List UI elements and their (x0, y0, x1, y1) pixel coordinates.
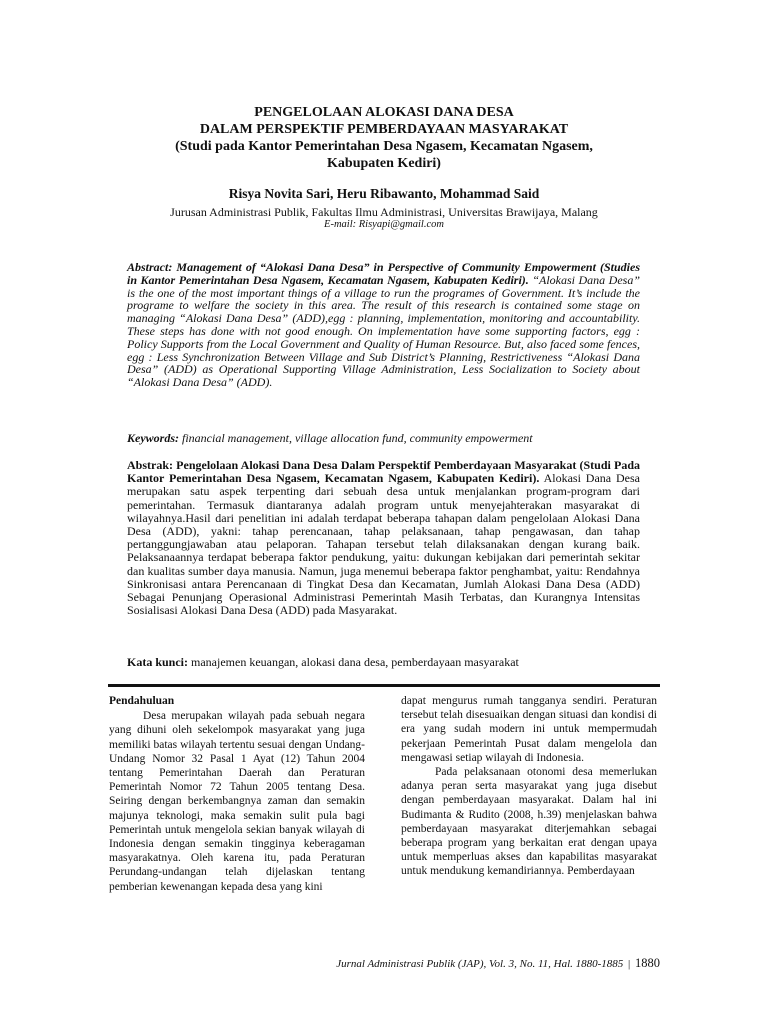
abstract-english-lead: Abstract: Management of “Alokasi Dana Desa” in Perspective of Community Empowerment (Studies in Kantor Pemerintahan Desa Ngasem, Kecamatan Ngasem, Kabupaten Kediri). (127, 260, 640, 287)
abstract-english (127, 261, 640, 389)
right-paragraph-1: dapat mengurus rumah tangganya sendiri. Peraturan tersebut telah disesuaikan dengan situasi dan kondisi di era yang sudah modern ini untuk mempermudah pekerjaan Pemerintah Pusat dalam mengelola dan mengawasi setiap wilayah di Indonesia. (401, 695, 657, 764)
abstract-english-body: “Alokasi Dana Desa” is the one of the most important things of a village to run the programes of Government. It’s include the programe to welfare the society in this area. The result of this research is contained some stage on managing “Alokasi Dana Desa” (ADD),egg : planning, implementation, monitoring and accountability. These steps has done with not good enough. On implementation have some supporting factors, egg : Policy Supports from the Local Government and Quality of Human Resource. But, also faced some fences, egg : Less Synchronization Between Village and Sub District’s Planning, Restrictiveness “Alokasi Dana Desa” (ADD) as Operational Supporting Village Administration, Less Socialization to Society about “Alokasi Dana Desa” (ADD). (127, 272, 641, 390)
title-line-1: PENGELOLAAN ALOKASI DANA DESA (254, 105, 514, 120)
kata-kunci (127, 655, 640, 670)
page-number: 1880 (635, 956, 660, 970)
footer-separator: | (628, 958, 631, 970)
abstract-indonesian (127, 459, 640, 617)
title-line-3: (Studi pada Kantor Pemerintahan Desa Ngasem, Kecamatan Ngasem, (175, 139, 593, 154)
journal-citation: Jurnal Administrasi Publik (JAP), Vol. 3, No. 11, Hal. 1880-1885 (336, 958, 624, 970)
abstract-indonesian-lead: Abstrak: Pengelolaan Alokasi Dana Desa Dalam Perspektif Pemberdayaan Masyarakat (Studi Pada Kantor Pemerintahan Desa Ngasem, Kecamatan Ngasem, Kabupaten Kediri). (127, 458, 640, 486)
author-list: Risya Novita Sari, Heru Ribawanto, Mohammad Said (228, 186, 540, 201)
keywords-text: financial management, village allocation fund, community empowerment (182, 431, 533, 445)
page-footer (336, 956, 660, 971)
left-column (109, 694, 365, 894)
section-divider (108, 684, 660, 687)
paper-title (110, 104, 658, 172)
right-column (401, 694, 657, 879)
affiliation: Jurusan Administrasi Publik, Fakultas Ilmu Administrasi, Universitas Brawijaya, Malang (170, 205, 598, 219)
keywords-label: Keywords: (127, 431, 179, 445)
kata-kunci-label: Kata kunci: (127, 655, 189, 669)
abstract-indonesian-body: Alokasi Dana Desa merupakan satu aspek terpenting dari sebuah desa untuk menjalankan program-program dari pemerintahan. Termasuk diantaranya adalah program untuk menyejahterakan masyarakat di wilayahnya.Hasil dari penelitian ini adalah terdapat beberapa tahapan dalam pengelolaan Alokasi Dana Desa (ADD), yakni: tahap perencanaan, tahap pelaksanaan, tahap pengawasan, dan tahap pertanggungjawaban atau pelaporan. Tahapan tersebut telah dilaksanakan dengan kurang baik. Pelaksanaannya terdapat beberapa faktor pendukung, yaitu: dukungan kebijakan dari pemerintah sekitar dan kualitas sumber daya manusia. Namun, juga menemui beberapa faktor penghambat, yaitu: Rendahnya Sinkronisasi antara Perencanaan di Tingkat Desa dan Kecamatan, Jumlah Alokasi Dana Desa (ADD) Sebagai Penunjang Operasional Administrasi Pemerintah Masih Terbatas, dan Kurangnya Intensitas Sosialisasi Alokasi Dana Desa (ADD) pada Masyarakat. (127, 471, 641, 618)
title-line-2: DALAM PERSPEKTIF PEMBERDAYAAN MASYARAKAT (199, 122, 569, 137)
title-line-4: Kabupaten Kediri) (327, 156, 441, 171)
keywords (127, 431, 640, 446)
author-email: E-mail: Risyapi@gmail.com (324, 219, 444, 230)
right-paragraph-2: Pada pelaksanaan otonomi desa memerlukan adanya peran serta masyarakat yang juga disebut dengan pemberdayaan masyarakat. Dalam hal ini Budimanta & Rudito (2008, h.39) menjelaskan bahwa pemberdayaan masyarakat diterjemahkan sebagai beberapa program yang berkaitan erat dengan upaya untuk memperluas akses dan kapabilitas masyarakat untuk mendukung kemandiriannya. Pemberdayaan (401, 766, 657, 878)
section-heading-pendahuluan: Pendahuluan (109, 695, 175, 707)
left-paragraph-1: Desa merupakan wilayah pada sebuah negara yang dihuni oleh sekelompok masyarakat yang juga memiliki batas wilayah tertentu sesuai dengan Undang-Undang Nomor 32 Pasal 1 Ayat (12) Tahun 2004 tentang Pemerintahan Daerah dan Peraturan Pemerintah Nomor 72 Tahun 2005 tentang Desa. Seiring dengan berkembangnya zaman dan semakin majunya teknologi, maka semakin sulit pula bagi Pemerintah untuk mengelola sekian banyak wilayah di Indonesia dengan semakin tingginya keberagaman masyarakatnya. Oleh karena itu, pada Peraturan Perundang-undangan telah dijelaskan tentang pemberian kewenangan kepada desa yang kini (109, 710, 365, 893)
kata-kunci-text: manajemen keuangan, alokasi dana desa, pemberdayaan masyarakat (191, 655, 519, 669)
